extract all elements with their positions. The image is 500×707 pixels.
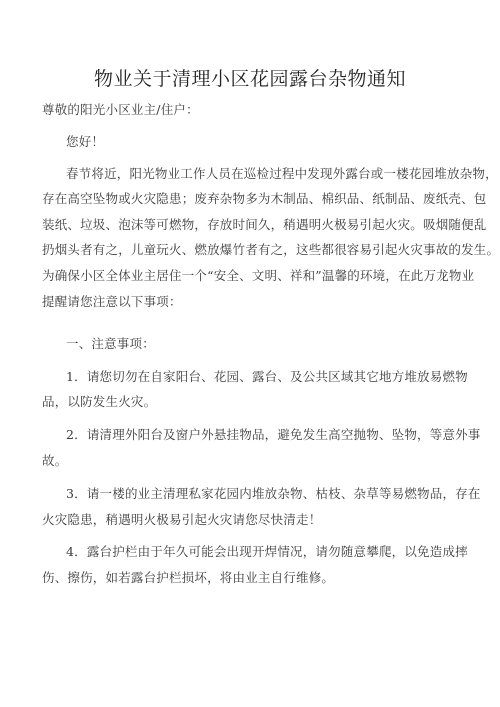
intro-line: 春节将近，阳光物业工作人员在巡检过程中发现外露台或一楼花园堆放杂物， (66, 166, 498, 181)
section-heading: 一、注意事项： (66, 336, 155, 351)
intro-line: 扔烟头者有之，儿童玩火、燃放爆竹者有之，这些都很容易引起火灾事故的发生。 (42, 242, 500, 257)
notice-title: 物业关于清理小区花园露台杂物通知 (93, 68, 406, 90)
salutation: 尊敬的阳光小区业主/住户： (42, 102, 199, 117)
intro-line: 存在高空坠物或火灾隐患；废弃杂物多为木制品、棉织品、纸制品、废纸壳、包 (42, 191, 487, 206)
greeting: 您好！ (66, 134, 105, 149)
item-line: 故。 (42, 453, 68, 468)
item-line: 品，以防发生火灾。 (42, 394, 157, 409)
item-line: 1．请您切勿在自家阳台、花园、露台、及公共区域其它地方堆放易燃物 (66, 369, 468, 384)
item-line: 伤、擦伤，如若露台护栏损坏，将由业主自行维修。 (42, 570, 335, 585)
item-line: 2．请清理外阳台及窗户外悬挂物品，避免发生高空抛物、坠物，等意外事 (66, 427, 481, 442)
item-line: 火灾隐患，稍遇明火极易引起火灾请您尽快清走！ (42, 512, 322, 527)
item-line: 4．露台护栏由于年久可能会出现开焊情况，请勿随意攀爬，以免造成摔 (66, 544, 468, 559)
intro-line: 为确保小区全体业主居住一个“安全、文明、祥和”温馨的环境，在此万龙物业 (42, 268, 475, 283)
intro-line: 装纸、垃圾、泡沫等可燃物，存放时间久，稍遇明火极易引起火灾。吸烟随便乱 (42, 217, 487, 232)
item-line: 3．请一楼的业主清理私家花园内堆放杂物、枯枝、杂草等易燃物品，存在 (66, 486, 481, 501)
intro-line: 提醒请您注意以下事项： (42, 294, 182, 309)
